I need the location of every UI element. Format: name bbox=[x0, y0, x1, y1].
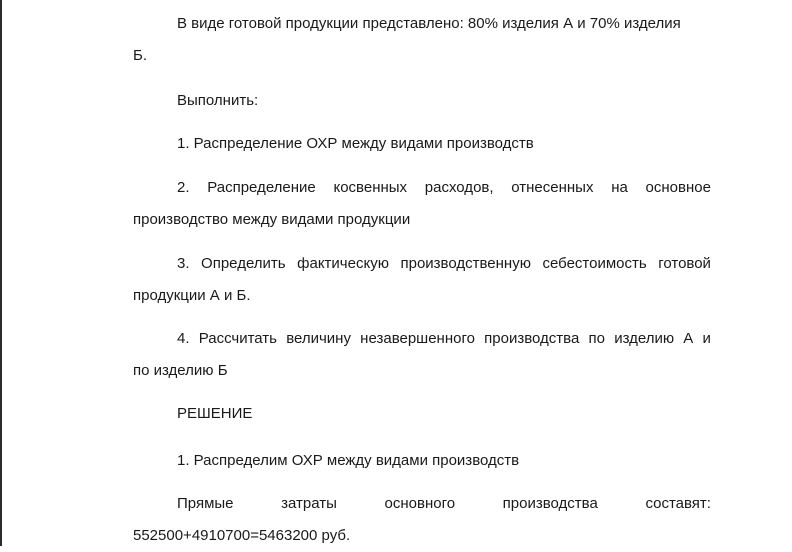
paragraph-direct-costs bbox=[133, 488, 711, 552]
word: Распределение bbox=[207, 179, 316, 196]
paragraph-line: по изделию Б bbox=[133, 362, 228, 379]
word: Рассчитать bbox=[198, 330, 277, 347]
word: 2. bbox=[177, 179, 190, 196]
word: фактическую bbox=[297, 255, 389, 272]
paragraph-line: Выполнить: bbox=[177, 92, 259, 109]
word: изделию bbox=[614, 330, 675, 347]
word: затраты bbox=[281, 495, 337, 512]
paragraph-line: 1. Распределим ОХР между видами производств bbox=[177, 452, 520, 469]
paragraph-line: 1. Распределение ОХР между видами производств bbox=[177, 135, 534, 152]
word: основное bbox=[645, 179, 711, 196]
justified-line bbox=[133, 488, 711, 520]
justified-line bbox=[133, 323, 711, 355]
paragraph-task-3 bbox=[133, 248, 711, 312]
word: составят: bbox=[645, 495, 711, 512]
word: готовой bbox=[658, 255, 711, 272]
word: производства bbox=[502, 495, 598, 512]
justified-line bbox=[133, 172, 711, 204]
word: Определить bbox=[201, 255, 286, 272]
word: 3. bbox=[177, 255, 190, 272]
paragraph-task-2 bbox=[133, 172, 711, 236]
paragraph-task-4 bbox=[133, 323, 711, 387]
paragraph-line: продукции А и Б. bbox=[133, 287, 251, 304]
word: величину bbox=[286, 330, 351, 347]
word: А bbox=[683, 330, 694, 347]
word: незавершенного bbox=[360, 330, 475, 347]
paragraph-line: В виде готовой продукции представлено: 80% изделия А и 70% изделия bbox=[177, 15, 681, 32]
word: 4. bbox=[177, 330, 190, 347]
word: и bbox=[702, 330, 711, 347]
page-left-border bbox=[0, 0, 2, 546]
word: основного bbox=[384, 495, 456, 512]
paragraph-task-1 bbox=[133, 128, 711, 160]
paragraph-task-heading bbox=[133, 85, 711, 117]
paragraph-line: производство между видами продукции bbox=[133, 211, 411, 228]
justified-line bbox=[133, 248, 711, 280]
word: себестоимость bbox=[542, 255, 647, 272]
paragraph-solution-step-1 bbox=[133, 445, 711, 477]
word: косвенных bbox=[333, 179, 408, 196]
word: отнесенных bbox=[511, 179, 594, 196]
word: Прямые bbox=[177, 495, 234, 512]
word: по bbox=[588, 330, 605, 347]
paragraph-line: РЕШЕНИЕ bbox=[177, 405, 253, 422]
paragraph-finished-goods bbox=[133, 8, 711, 72]
paragraph-line: Б. bbox=[133, 47, 148, 64]
paragraph-solution-heading bbox=[133, 398, 711, 430]
word: расходов, bbox=[424, 179, 494, 196]
word: производства bbox=[484, 330, 580, 347]
word: на bbox=[611, 179, 628, 196]
paragraph-line: 552500+4910700=5463200 руб. bbox=[133, 527, 351, 544]
word: производственную bbox=[400, 255, 531, 272]
